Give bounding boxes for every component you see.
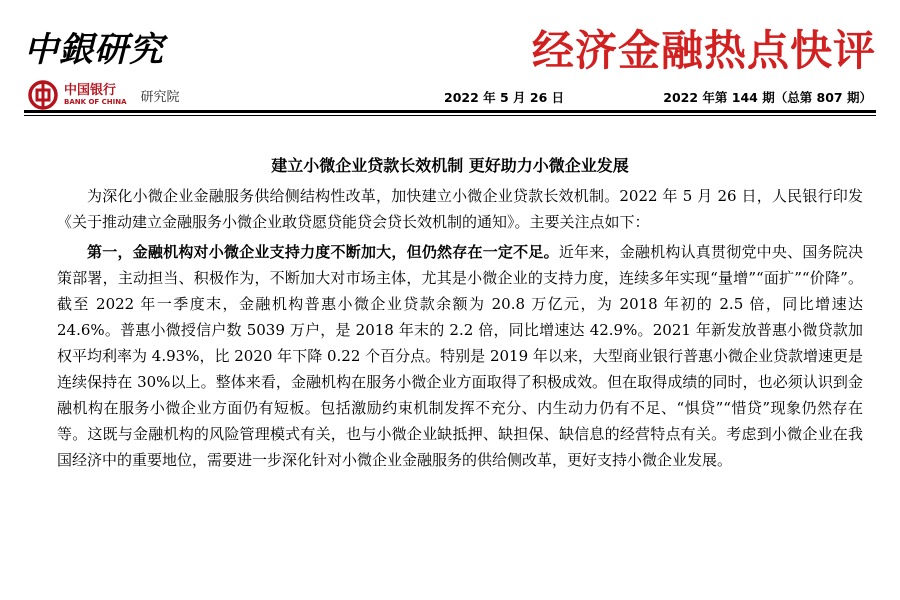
bank-of-china-emblem-icon (28, 80, 58, 110)
header-rule-thin (24, 115, 876, 116)
issue-number: 2022 年第 144 期（总第 807 期） (663, 90, 872, 105)
department-label: 研究院 (140, 89, 180, 105)
intro-paragraph: 为深化小微企业金融服务供给侧结构性改革，加快建立小微企业贷款长效机制。2022 年 5 月 26 日，人民银行印发《关于推动建立金融服务小微企业敢贷愿贷能贷会贷长效机制的通知》。主要关注点如下： (57, 187, 863, 231)
bank-of-china-logo (28, 80, 180, 110)
boc-name-en: BANK OF CHINA (64, 98, 127, 106)
issue-date: 2022 年 5 月 26 日 (444, 90, 565, 105)
point-one-paragraph (57, 239, 863, 473)
point-one-body: 近年来，金融机构认真贯彻党中央、国务院决策部署，主动担当、积极作为，不断加大对市场主体，尤其是小微企业的支持力度，连续多年实现“量增”“面扩”“价降”。截至 2022 年一季度末，金融机构普惠小微企业贷款余额为 20.8 万亿元，为 2018 年初的 2.5 倍，同比增速达 24.6%。普惠小微授信户数 5039 万户，是 2018 年末的 2.2 倍，同比增速达 42.9%。2021 年新发放普惠小微贷款加权平均利率为 4.93%，比 2020 年下降 0.22 个百分点。特别是 2019 年以来，大型商业银行普惠小微企业贷款增速更是连续保持在 30%以上。整体来看，金融机构在服务小微企业方面取得了积极成效。但在取得成绩的同时，也必须认识到金融机构在服务小微企业方面仍有短板。包括激励约束机制发挥不充分、内生动力仍有不足、“惧贷”“惜贷”现象仍然存在等。这既与金融机构的风险管理模式有关，也与小微企业缺抵押、缺担保、缺信息的经营特点有关。考虑到小微企业在我国经济中的重要地位，需要进一步深化针对小微企业金融服务的供给侧改革，更好支持小微企业发展。 (57, 243, 863, 469)
point-one-lead: 第一，金融机构对小微企业支持力度不断加大，但仍然存在一定不足。 (87, 243, 559, 261)
cbr-logo-calligraphy: 中銀研究 (24, 30, 164, 70)
article-title: 建立小微企业贷款长效机制 更好助力小微企业发展 (271, 156, 629, 175)
article-body (57, 183, 863, 473)
header-rule-thick (24, 110, 876, 113)
publication-title: 经济金融热点快评 (531, 26, 876, 75)
boc-name-cn: 中国银行 (64, 83, 117, 98)
